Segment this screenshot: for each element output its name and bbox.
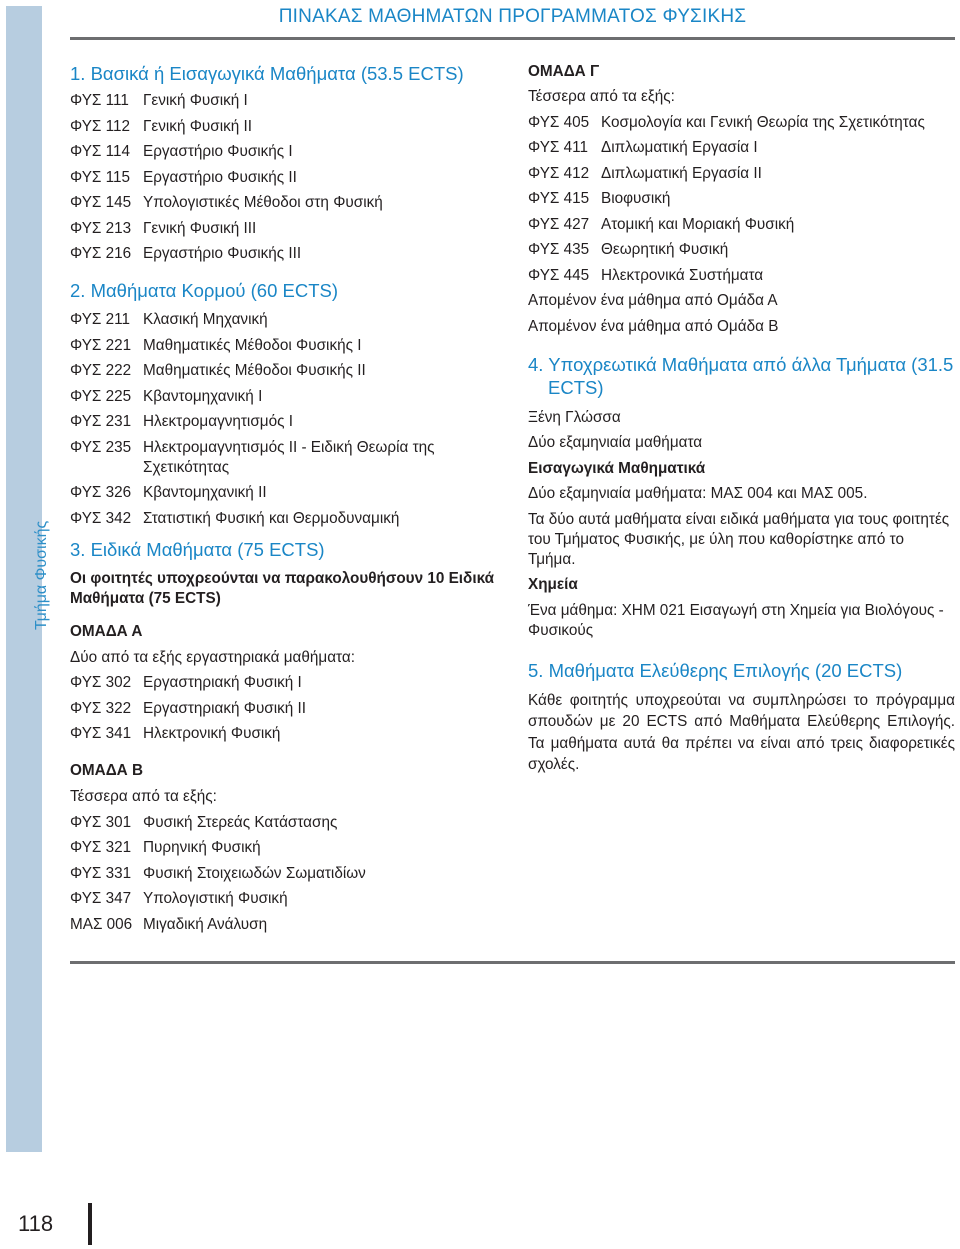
- remaining-group-b: Απομένον ένα μάθημα από Ομάδα Β: [528, 317, 779, 335]
- course-title: Μαθηματικές Μέθοδοι Φυσικής I: [143, 336, 362, 354]
- course-title: Υπολογιστική Φυσική: [143, 890, 288, 907]
- foreign-language-desc: Δύο εξαμηνιαία μαθήματα: [528, 434, 703, 451]
- intro-math-note: Τα δύο αυτά μαθήματα είναι ειδικά μαθήματα για τους φοιτητές του Τμήματος Φυσικής, με ύλη που καθορίστηκε από το Τμήμα.: [528, 510, 950, 568]
- course-code: ΦΥΣ 321: [70, 839, 132, 856]
- page-number: 118: [18, 1211, 54, 1236]
- course-title: Φυσική Στοιχειωδών Σωματιδίων: [143, 864, 366, 882]
- remaining-group-a: Απομένον ένα μάθημα από Ομάδα Α: [528, 292, 778, 309]
- course-code: ΦΥΣ 112: [70, 117, 131, 135]
- course-code: ΦΥΣ 213: [70, 219, 132, 237]
- group-b-desc: Τέσσερα από τα εξής:: [70, 788, 217, 805]
- course-row: [528, 189, 955, 209]
- course-row: [70, 483, 500, 503]
- course-code: ΦΥΣ 111: [70, 92, 129, 109]
- course-title: Γενική Φυσική I: [143, 92, 248, 109]
- course-code: ΦΥΣ 211: [70, 311, 131, 328]
- course-row: [70, 864, 500, 884]
- course-title: Υπολογιστικές Μέθοδοι στη Φυσική: [143, 194, 383, 211]
- course-title: Ηλεκτρονικά Συστήματα: [601, 266, 764, 284]
- course-title: Κβαντομηχανική I: [143, 387, 263, 405]
- group-a-list: [70, 673, 500, 744]
- course-code: ΦΥΣ 322: [70, 699, 132, 717]
- group-g-desc: Τέσσερα από τα εξής:: [528, 88, 675, 105]
- course-code: ΦΥΣ 221: [70, 336, 132, 354]
- course-row: [70, 438, 500, 478]
- course-code: ΦΥΣ 235: [70, 438, 132, 456]
- course-row: [70, 699, 500, 719]
- course-row: [70, 838, 500, 858]
- course-row: [70, 117, 500, 137]
- course-row: [528, 164, 955, 184]
- course-title: Εργαστήριο Φυσικής II: [143, 168, 297, 186]
- course-row: [70, 412, 500, 432]
- course-code: ΦΥΣ 114: [70, 143, 131, 160]
- course-title: Ατομική και Μοριακή Φυσική: [601, 215, 795, 233]
- course-title: Γενική Φυσική III: [143, 219, 257, 237]
- course-row: [70, 813, 500, 833]
- course-title: Κοσμολογία και Γενική Θεωρία της Σχετικότητας: [601, 113, 925, 131]
- group-b-label: ΟΜΑΔΑ Β: [70, 762, 144, 779]
- course-title: Στατιστική Φυσική και Θερμοδυναμική: [143, 509, 400, 527]
- course-title: Θεωρητική Φυσική: [601, 241, 729, 258]
- course-code: ΦΥΣ 347: [70, 890, 132, 907]
- course-title: Ηλεκτρονική Φυσική: [143, 725, 281, 742]
- course-code: ΦΥΣ 331: [70, 864, 132, 882]
- course-code: ΦΥΣ 145: [70, 194, 132, 211]
- left-column: [70, 62, 500, 940]
- chemistry-desc: Ένα μάθημα: ΧΗΜ 021 Εισαγωγή στη Χημεία για Βιολόγους - Φυσικούς: [528, 601, 944, 639]
- title-divider: [70, 37, 955, 40]
- right-column: [528, 62, 955, 781]
- course-row: [70, 387, 500, 407]
- course-code: ΦΥΣ 231: [70, 413, 132, 430]
- course-row: [528, 215, 955, 235]
- section-2-list: [70, 310, 500, 529]
- course-row: [70, 915, 500, 935]
- section-1-list: [70, 91, 500, 264]
- group-b-list: [70, 813, 500, 935]
- group-a-label: ΟΜΑΔΑ Α: [70, 622, 143, 640]
- section-3-intro: Οι φοιτητές υποχρεούνται να παρακολουθήσουν 10 Ειδικά Μαθήματα (75 ECTS): [70, 569, 495, 607]
- course-code: ΦΥΣ 216: [70, 245, 132, 262]
- page-title: ΠΙΝΑΚΑΣ ΜΑΘΗΜΑΤΩΝ ΠΡΟΓΡΑΜΜΑΤΟΣ ΦΥΣΙΚΗΣ: [278, 6, 747, 27]
- course-title: Ηλεκτρομαγνητισμός II - Ειδική Θεωρία της Σχετικότητας: [143, 438, 435, 476]
- course-title: Διπλωματική Εργασία II: [601, 164, 762, 182]
- course-row: [70, 673, 500, 693]
- section-1-heading: 1. Βασικά ή Εισαγωγικά Μαθήματα (53.5 ECTS): [70, 63, 464, 84]
- side-tab-label: Τμήμα Φυσικής: [33, 520, 50, 630]
- intro-math-desc: Δύο εξαμηνιαία μαθήματα: ΜΑΣ 004 και ΜΑΣ 005.: [528, 485, 868, 502]
- course-code: ΦΥΣ 412: [528, 164, 590, 182]
- course-code: ΦΥΣ 222: [70, 362, 132, 379]
- course-code: ΦΥΣ 342: [70, 509, 132, 527]
- section-5-text: Κάθε φοιτητής υποχρεούται να συμπληρώσει το πρόγραμμα σπουδών με 20 ECTS από Μαθήματα Ελεύθερης Επιλογής. Τα μαθήματα αυτά θα πρέπει να είναι από τρεις διαφορετικές σχολές.: [528, 691, 955, 773]
- course-title: Εργαστηριακή Φυσική I: [143, 674, 302, 691]
- course-code: ΦΥΣ 302: [70, 674, 132, 691]
- course-row: [528, 266, 955, 286]
- course-code: ΦΥΣ 225: [70, 387, 132, 405]
- course-title: Εργαστηριακή Φυσική II: [143, 699, 307, 717]
- intro-math-label: Εισαγωγικά Μαθηματικά: [528, 459, 706, 477]
- course-code: ΦΥΣ 301: [70, 813, 132, 831]
- course-row: [70, 361, 500, 381]
- chemistry-label: Χημεία: [528, 576, 578, 593]
- section-2-heading: 2. Μαθήματα Κορμού (60 ECTS): [70, 280, 338, 301]
- course-title: Μιγαδική Ανάλυση: [143, 915, 268, 933]
- course-code: ΦΥΣ 445: [528, 266, 590, 284]
- course-row: [528, 240, 955, 260]
- course-row: [70, 310, 500, 330]
- course-code: ΦΥΣ 326: [70, 484, 132, 501]
- page-number-bar: [88, 1203, 92, 1245]
- course-row: [70, 244, 500, 264]
- section-3-heading: 3. Ειδικά Μαθήματα (75 ECTS): [70, 538, 325, 560]
- course-title: Πυρηνική Φυσική: [143, 839, 261, 856]
- course-code: ΦΥΣ 115: [70, 168, 131, 186]
- group-g-list: [528, 113, 955, 286]
- section-5-heading: 5. Μαθήματα Ελεύθερης Επιλογής (20 ECTS): [528, 659, 903, 681]
- course-title: Διπλωματική Εργασία I: [601, 139, 758, 156]
- course-code: ΦΥΣ 435: [528, 241, 590, 258]
- course-title: Φυσική Στερεάς Κατάστασης: [143, 813, 338, 831]
- course-code: ΦΥΣ 341: [70, 725, 132, 742]
- group-g-label: ΟΜΑΔΑ Γ: [528, 63, 600, 80]
- course-title: Κλασική Μηχανική: [143, 311, 268, 328]
- course-row: [70, 336, 500, 356]
- course-title: Βιοφυσική: [601, 190, 671, 207]
- course-row: [528, 113, 955, 133]
- course-code: ΜΑΣ 006: [70, 915, 133, 933]
- course-title: Εργαστήριο Φυσικής I: [143, 143, 293, 160]
- course-row: [70, 193, 500, 213]
- course-code: ΦΥΣ 427: [528, 215, 590, 233]
- course-row: [528, 138, 955, 158]
- bottom-divider: [70, 961, 955, 964]
- course-code: ΦΥΣ 405: [528, 113, 590, 131]
- course-title: Ηλεκτρομαγνητισμός I: [143, 413, 293, 430]
- course-title: Εργαστήριο Φυσικής III: [143, 245, 302, 262]
- course-row: [70, 509, 500, 529]
- course-title: Μαθηματικές Μέθοδοι Φυσικής II: [143, 362, 366, 379]
- section-4-heading: 4. Υποχρεωτικά Μαθήματα από άλλα Τμήματα (31.5 ECTS): [528, 353, 954, 398]
- course-code: ΦΥΣ 415: [528, 190, 590, 207]
- course-row: [70, 168, 500, 188]
- course-row: [70, 219, 500, 239]
- course-row: [70, 91, 500, 111]
- course-row: [70, 724, 500, 744]
- group-a-desc: Δύο από τα εξής εργαστηριακά μαθήματα:: [70, 648, 355, 666]
- course-title: Γενική Φυσική II: [143, 117, 253, 135]
- course-row: [70, 142, 500, 162]
- course-title: Κβαντομηχανική II: [143, 484, 267, 501]
- course-code: ΦΥΣ 411: [528, 139, 589, 156]
- course-row: [70, 889, 500, 909]
- foreign-language-label: Ξένη Γλώσσα: [528, 408, 621, 426]
